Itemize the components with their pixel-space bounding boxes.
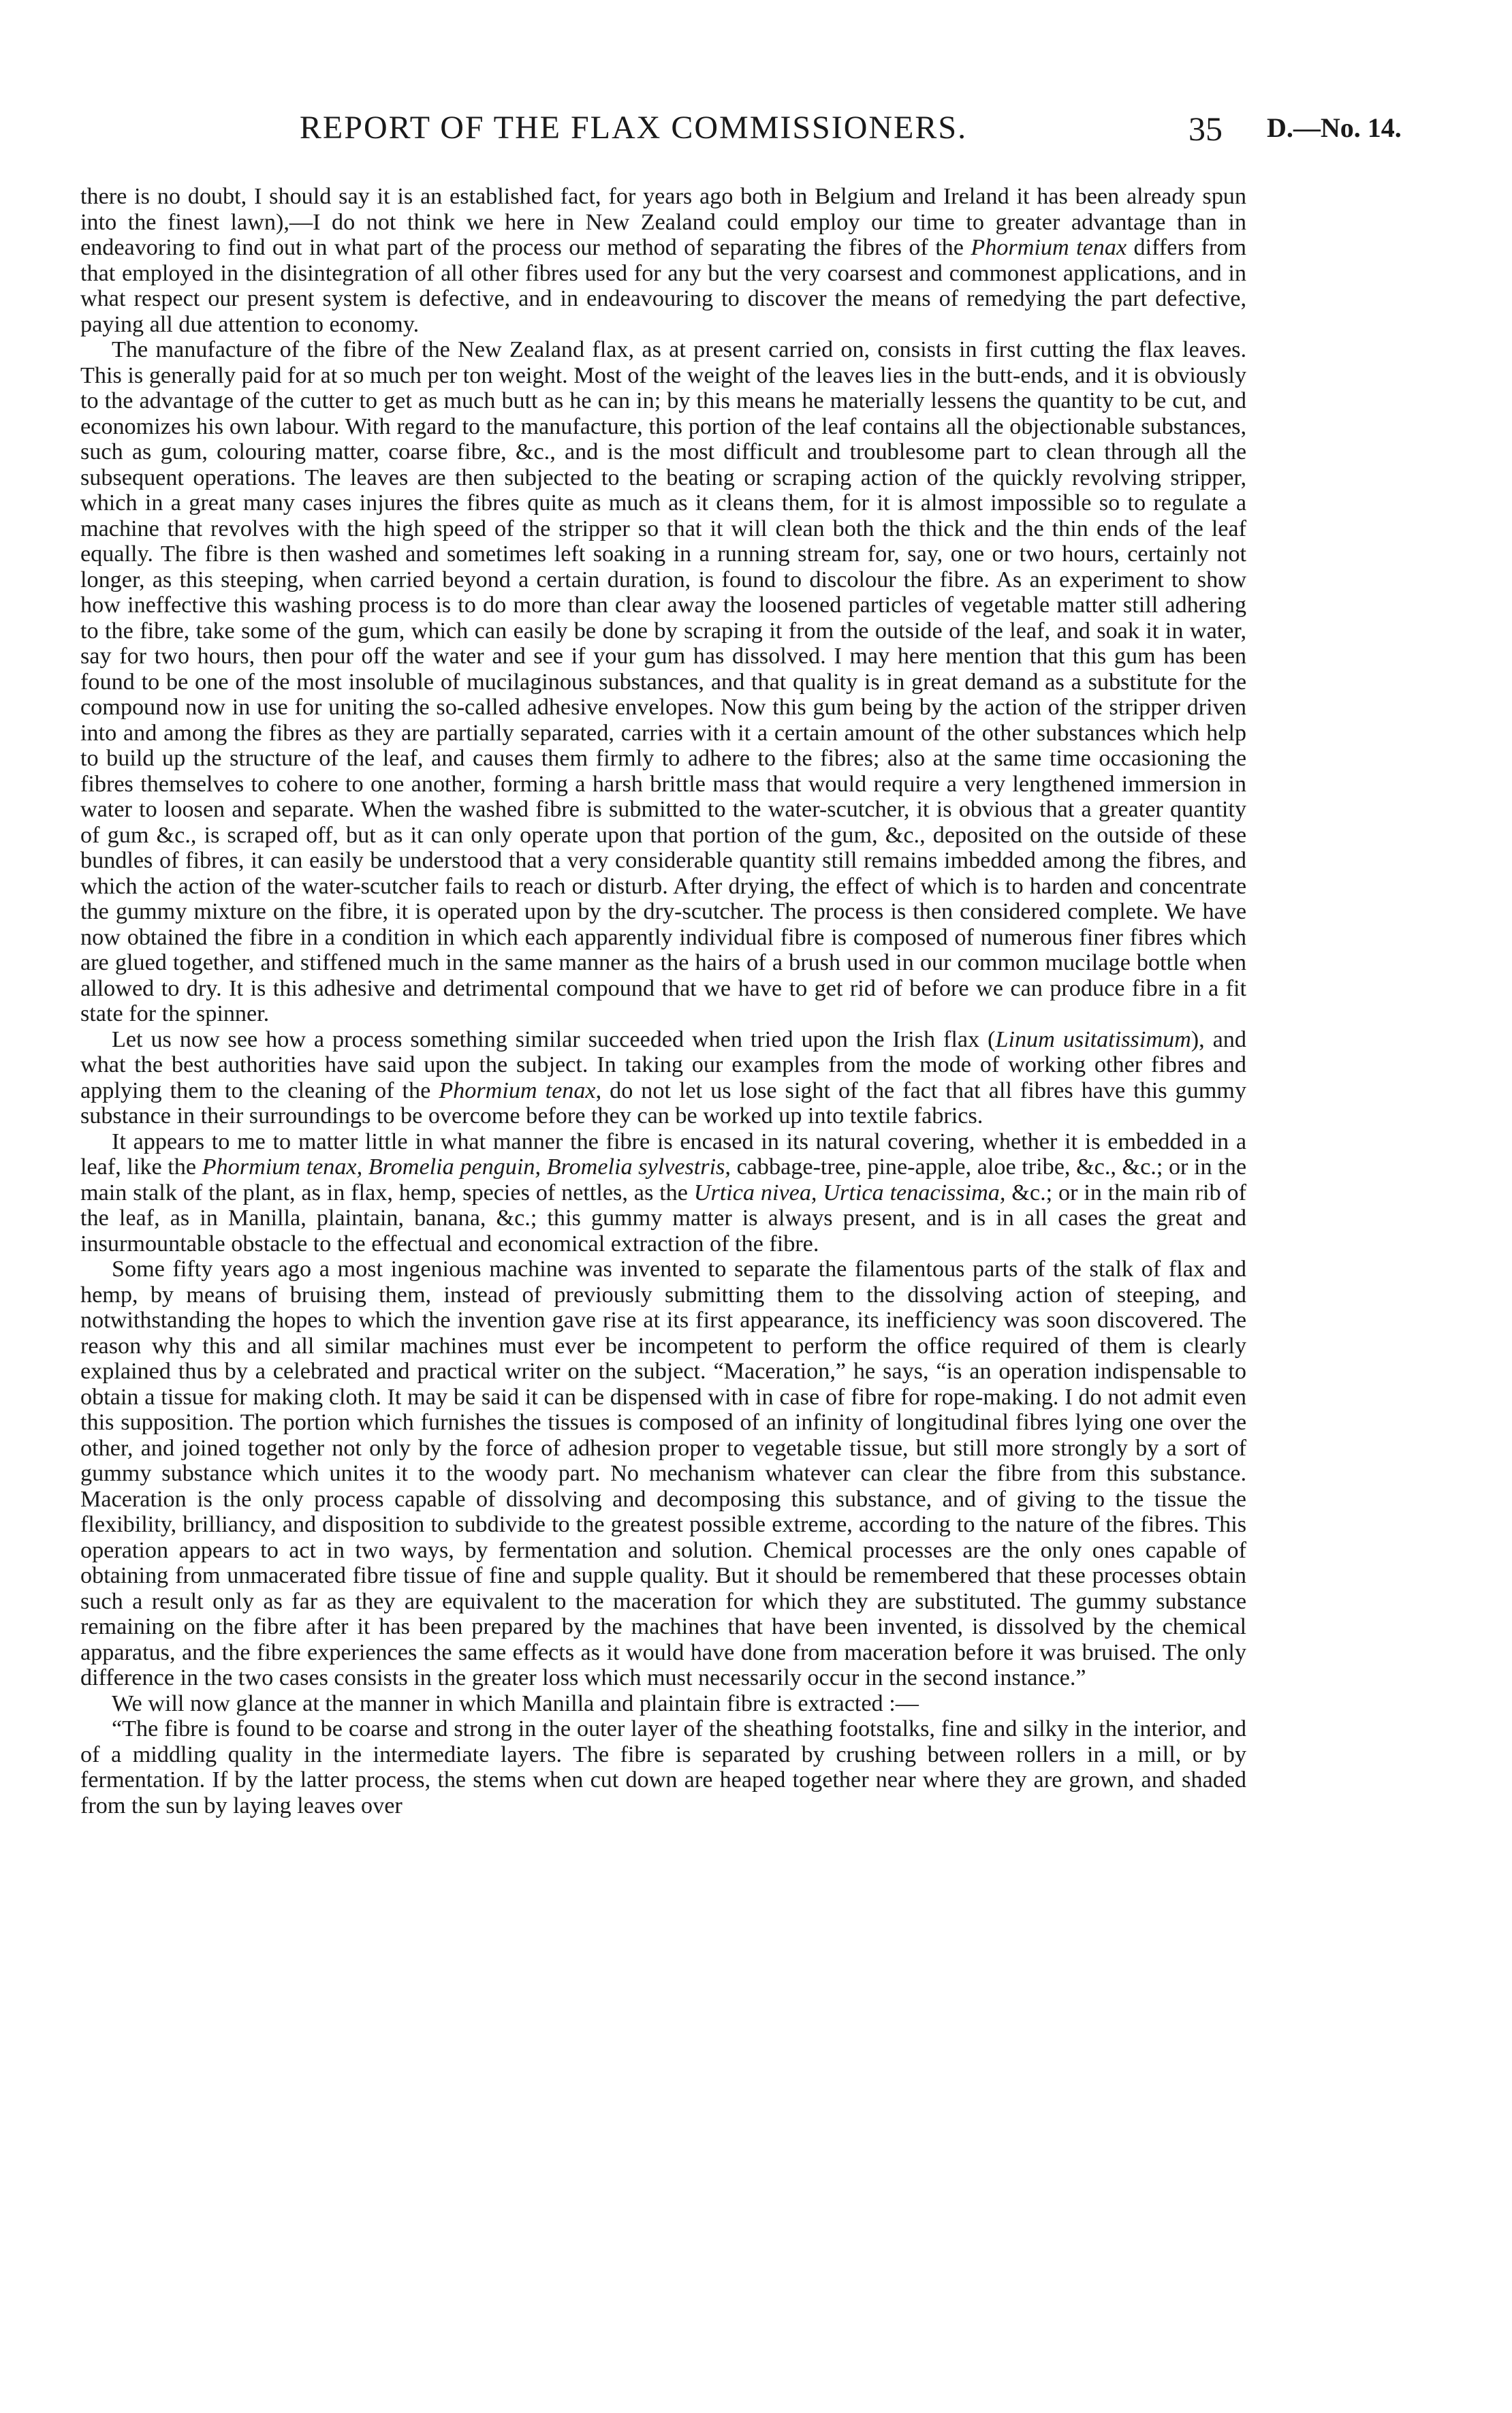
italic-text: Linum usitatissimum	[995, 1026, 1191, 1052]
text-run: cabbage-tree, pine-apple, aloe tribe, &c., &c.; or in the main stalk of the plant, as in flax, hemp, species of nettles, as the	[80, 1154, 1246, 1205]
running-title: REPORT OF THE FLAX COMMISSIONERS.	[299, 110, 968, 146]
text-run: , do not let us lose sight of the fact that all fibres have this gummy substance in their surroundings to be overcome before they can be worked up into textile fabrics.	[80, 1077, 1246, 1129]
text-run: there is no doubt, I should say it is an established fact, for years ago both in Belgium and Ireland it has been already spun into the finest lawn),—I do not think we here in New Zealand could employ our time to greater advantage than in endeavoring to find out in what part of the process our method of separating the fibres of the	[80, 184, 1246, 260]
italic-text: Phormium tenax	[971, 235, 1127, 260]
text-run: “The fibre is found to be coarse and strong in the outer layer of the sheathing footstalks, fine and silky in the interior, and of a middling quality in the intermediate layers. The fibre is separated by crushing between rollers in a mill, or by fermentation. If by the latter process, the stems when cut down are heaped together near where they are grown, and shaded from the sun by laying leaves over	[80, 1716, 1246, 1818]
text-run: ), and what the best authorities have said upon the subject. In taking our examples from the mode of working other fibres and applying them to the cleaning of the	[80, 1026, 1246, 1103]
paragraph	[80, 1129, 1246, 1257]
text-run: It appears to me to matter little in what manner the fibre is encased in its natural covering, whether it is embedded in a leaf, like the	[80, 1129, 1246, 1180]
italic-text: Urtica nivea, Urtica tenacissima,	[693, 1180, 1006, 1205]
document-reference: D.—No. 14.	[1267, 112, 1402, 143]
page-header	[0, 109, 1512, 163]
text-run: differs from that employed in the disintegration of all other fibres used for any but the very coarsest and commonest applications, and in what respect our present system is defective, and in endeavouring to discover the means of remedying the part defective, paying all due attention to economy.	[80, 235, 1246, 337]
text-run: The manufacture of the fibre of the New Zealand flax, as at present carried on, consists in first cutting the flax leaves. This is generally paid for at so much per ton weight. Most of the weight of the leaves lies in the butt-ends, and it is obviously to the advantage of the cutter to get as much butt as he can in; by this means he materially lessens the quantity to be cut, and economizes his own labour. With regard to the manufacture, this portion of the leaf contains all the objectionable substances, such as gum, colouring matter, coarse fibre, &c., and is the most difficult and troublesome part to clean through all the subsequent operations. The leaves are then subjected to the beating or scraping action of the quickly revolving stripper, which in a great many cases injures the fibres quite as much as it cleans them, for it is almost impossible so to regulate a machine that revolves with the high speed of the stripper so that it will clean both the thick and the thin ends of the leaf equally. The fibre is then washed and sometimes left soaking in a running stream for, say, one or two hours, certainly not longer, as this steeping, when carried beyond a certain duration, is found to discolour the fibre. As an experiment to show how ineffective this washing process is to do more than clear away the loosened particles of vegetable matter still adhering to the fibre, take some of the gum, which can easily be done by scraping it from the outside of the leaf, and soak it in water, say for two hours, then pour off the water and see if your gum has dissolved. I may here mention that this gum has been found to be one of the most insoluble of mucilaginous substances, and that quality is in great demand as a substitute for the compound now in use for uniting the so-called adhesive envelopes. Now this gum being by the action of the stripper driven into and among the fibres as they are partially separated, carries with it a certain amount of the other substances which help to build up the structure of the leaf, and causes them firmly to adhere to the fibres; also at the same time occasioning the fibres themselves to cohere to one another, forming a harsh brittle mass that would require a very lengthened immersion in water to loosen and separate. When the washed fibre is submitted to the water-scutcher, it is obvious that a greater quantity of gum &c., is scraped off, but as it can only operate upon that portion of the gum, &c., deposited on the outside of these bundles of fibres, it can easily be understood that a very considerable quantity still remains imbedded among the fibres, and which the action of the water-scutcher fails to reach or disturb. After drying, the effect of which is to harden and concentrate the gummy mixture on the fibre, it is operated upon by the dry-scutcher. The process is then considered complete. We have now obtained the fibre in a condition in which each apparently individual fibre is composed of numerous finer fibres which are glued together, and stiffened much in the same manner as the hairs of a brush used in our common mucilage bottle when allowed to dry. It is this adhesive and detrimental compound that we have to get rid of before we can produce fibre in a fit state for the spinner.	[80, 337, 1246, 1026]
body-text	[80, 184, 1246, 1818]
paragraph	[80, 1691, 1246, 1717]
text-run: &c.; or in the main rib of the leaf, as in Manilla, plaintain, banana, &c.; this gummy matter is always present, and is in all cases the great and insurmountable obstacle to the effectual and economical extraction of the fibre.	[80, 1180, 1246, 1257]
italic-text: Phormium tenax	[439, 1077, 596, 1103]
paragraph	[80, 184, 1246, 337]
page-number: 35	[1188, 110, 1223, 148]
text-run: We will now glance at the manner in which Manilla and plaintain fibre is extracted :—	[112, 1690, 919, 1716]
paragraph	[80, 1257, 1246, 1691]
paragraph	[80, 1027, 1246, 1129]
italic-text: Phormium tenax, Bromelia penguin, Bromelia sylvestris,	[202, 1154, 731, 1180]
paragraph	[80, 337, 1246, 1027]
text-run: Let us now see how a process something similar succeeded when tried upon the Irish flax (	[112, 1026, 996, 1052]
text-run: Some fifty years ago a most ingenious machine was invented to separate the filamentous parts of the stalk of flax and hemp, by means of bruising them, instead of previously submitting them to the dissolving action of steeping, and notwithstanding the hopes to which the invention gave rise at its first appearance, its inefficiency was soon discovered. The reason why this and all similar machines must ever be incompetent to perform the office required of them is clearly explained thus by a celebrated and practical writer on the subject. “Maceration,” he says, “is an operation indispensable to obtain a tissue for making cloth. It may be said it can be dispensed with in case of fibre for rope-making. I do not admit even this supposition. The portion which furnishes the tissues is composed of an infinity of longitudinal fibres lying one over the other, and joined together not only by the force of adhesion proper to vegetable tissue, but still more strongly by a sort of gummy substance which unites it to the woody part. No mechanism whatever can clear the fibre from this substance. Maceration is the only process capable of dissolving and decomposing this substance, and of giving to the tissue the flexibility, brilliancy, and disposition to subdivide to the greatest possible extreme, according to the nature of the fibres. This operation appears to act in two ways, by fermentation and solution. Chemical processes are the only ones capable of obtaining from unmacerated fibre tissue of fine and supple quality. But it should be remembered that these processes obtain such a result only as far as they are equivalent to the maceration for which they are substituted. The gummy substance remaining on the fibre after it has been prepared by the machines that have been invented, is dissolved by the chemical apparatus, and the fibre experiences the same effects as it would have done from maceration before it was bruised. The only difference in the two cases consists in the greater loss which must necessarily occur in the second instance.”	[80, 1257, 1246, 1690]
paragraph	[80, 1716, 1246, 1818]
